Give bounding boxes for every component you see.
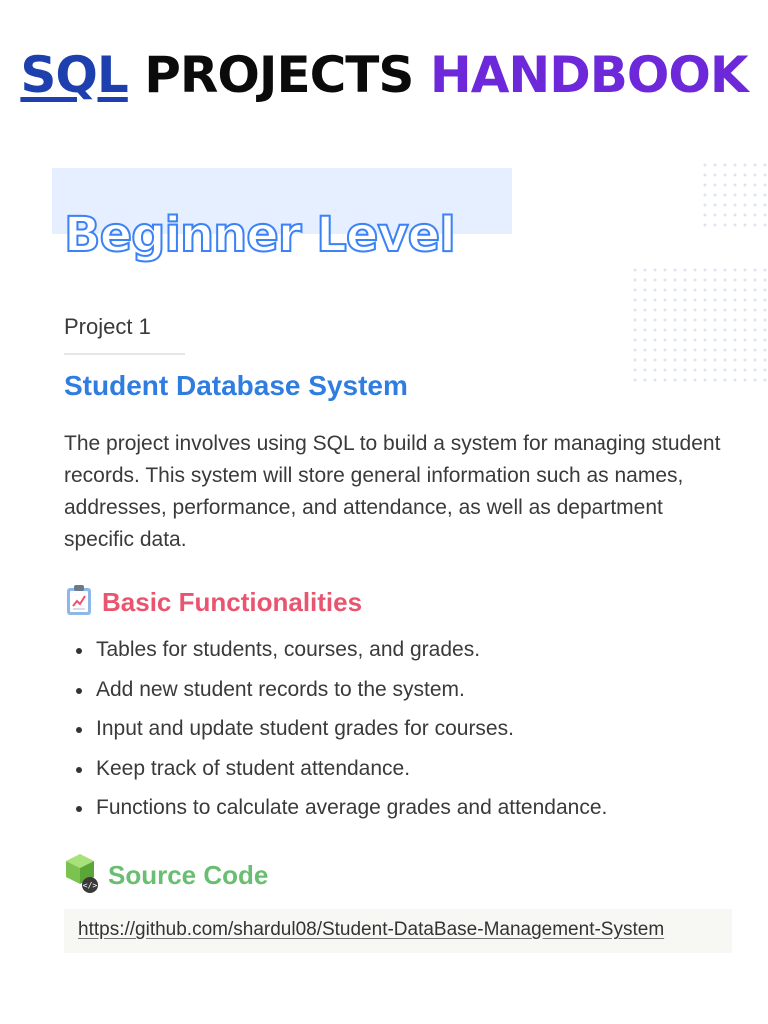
project-description: The project involves using SQL to build a system for managing student records. This system will store general information such as names, addresses, performance, and attendance, as well as department specific data. <box>64 432 721 551</box>
level-heading: Beginner Level <box>64 207 455 263</box>
source-code-heading <box>64 852 268 899</box>
svg-text:</>: </> <box>82 881 98 890</box>
source-code-link[interactable]: https://github.com/shardul08/Student-DataBase-Management-System <box>78 919 665 940</box>
functionalities-heading <box>64 584 362 621</box>
project-title: Student Database System <box>64 370 408 401</box>
dot-pattern-decoration <box>630 265 768 385</box>
list-item: Add new student records to the system. <box>64 672 607 712</box>
handbook-title <box>0 40 768 110</box>
source-code-title: Source Code <box>108 860 269 890</box>
list-item: Input and update student grades for courses. <box>64 711 607 751</box>
list-item: Tables for students, courses, and grades. <box>64 632 607 672</box>
list-item: Functions to calculate average grades and attendance. <box>64 790 607 830</box>
code-cube-icon <box>64 852 100 899</box>
functionalities-title: Basic Functionalities <box>102 587 363 617</box>
clipboard-icon <box>64 584 94 621</box>
source-link-box <box>64 909 732 953</box>
title-handbook: HANDBOOK <box>429 46 748 104</box>
dot-pattern-decoration <box>700 160 768 230</box>
project-label: Project 1 <box>64 314 151 339</box>
title-sql: SQL <box>20 46 128 104</box>
divider <box>64 353 185 355</box>
functionalities-list <box>64 632 607 830</box>
list-item: Keep track of student attendance. <box>64 751 607 791</box>
title-projects: PROJECTS <box>144 46 414 104</box>
